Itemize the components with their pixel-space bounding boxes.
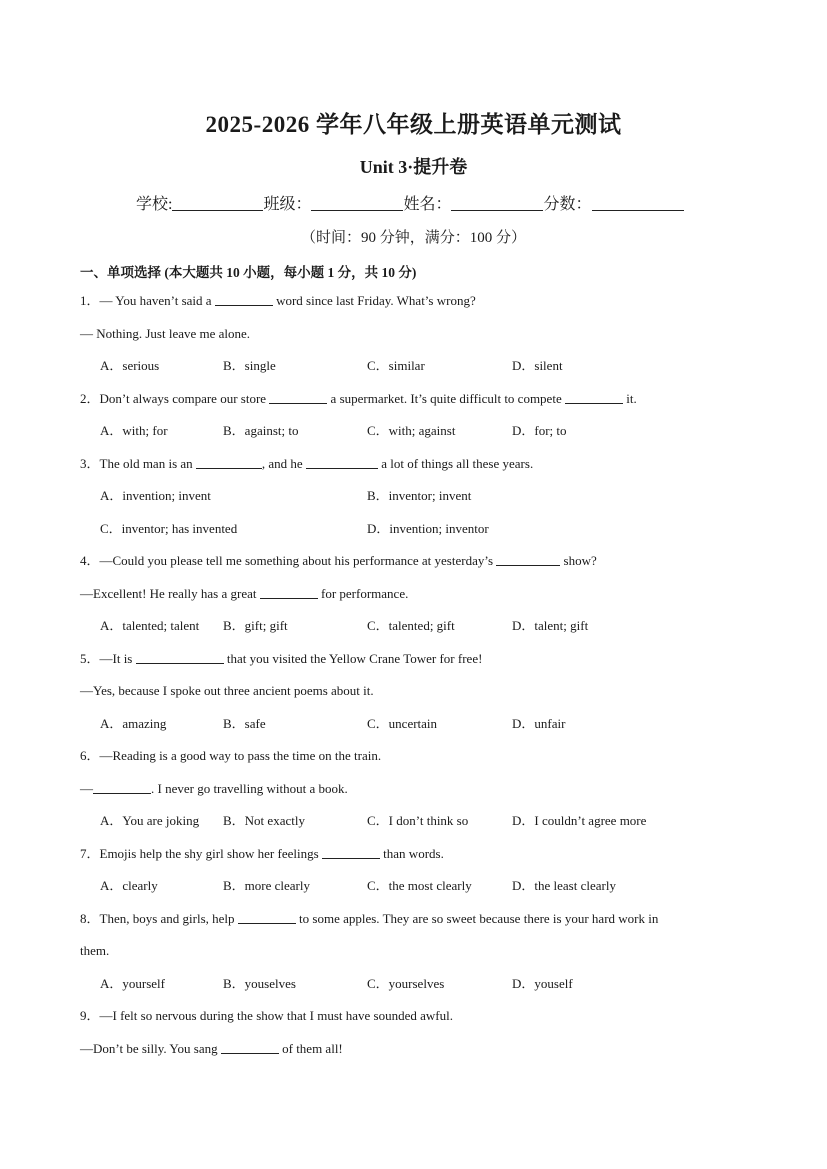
option-c: C．with; against — [367, 423, 456, 438]
option-c: C．the most clearly — [367, 878, 472, 893]
question-5: 5．—It is that you visited the Yellow Crane Tower for free! — [80, 651, 483, 666]
question-2: 2．Don’t always compare our store a supermarket. It’s quite difficult to compete it. — [80, 391, 637, 406]
option-c: C．similar — [367, 358, 425, 373]
class-label: 班级： — [263, 196, 312, 213]
option-a: A．yourself — [100, 976, 165, 991]
option-a: A．invention; invent — [100, 488, 211, 503]
answer-blank — [269, 391, 327, 404]
option-b: B．Not exactly — [223, 813, 305, 828]
name-blank — [451, 194, 543, 211]
option-c: C．I don’t think so — [367, 813, 469, 828]
option-b: B．safe — [223, 716, 266, 731]
option-a: A．You are joking — [100, 813, 200, 828]
option-a: A．clearly — [100, 878, 158, 893]
answer-blank — [496, 553, 560, 566]
option-a: A．with; for — [100, 423, 168, 438]
answer-blank — [136, 651, 224, 664]
question-4-reply: —Excellent! He really has a great for performance. — [80, 586, 409, 601]
option-b: B．against; to — [223, 423, 299, 438]
option-b: B．inventor; invent — [367, 488, 472, 503]
answer-blank — [93, 781, 151, 794]
answer-blank — [221, 1041, 279, 1054]
option-a: A．serious — [100, 358, 160, 373]
school-label: 学校: — [136, 196, 173, 213]
score-label: 分数： — [543, 196, 592, 213]
option-c: C．talented; gift — [367, 618, 455, 633]
question-8-cont: them. — [80, 943, 110, 958]
option-a: A．talented; talent — [100, 618, 200, 633]
exam-title: 2025-2026 学年八年级上册英语单元测试 — [205, 112, 622, 137]
option-d: D．I couldn’t agree more — [512, 813, 647, 828]
score-blank — [592, 194, 684, 211]
exam-subtitle: Unit 3·提升卷 — [359, 157, 468, 177]
option-b: B．gift; gift — [223, 618, 288, 633]
answer-blank — [238, 911, 296, 924]
option-d: D．silent — [512, 358, 563, 373]
student-info-row — [136, 191, 684, 214]
section-heading: 一、单项选择 (本大题共 10 小题，每小题 1 分，共 10 分) — [80, 265, 417, 280]
option-b: B．single — [223, 358, 276, 373]
question-1: 1．— You haven’t said a word since last Friday. What’s wrong? — [80, 293, 476, 308]
name-label: 姓名： — [403, 196, 452, 213]
option-d: D．the least clearly — [512, 878, 616, 893]
option-c: C．uncertain — [367, 716, 438, 731]
answer-blank — [215, 293, 273, 306]
question-1-reply: — Nothing. Just leave me alone. — [80, 326, 251, 341]
time-info: （时间：90 分钟，满分：100 分） — [300, 230, 526, 246]
option-d: D．youself — [512, 976, 573, 991]
option-a: A．amazing — [100, 716, 167, 731]
question-9-reply: —Don’t be silly. You sang of them all! — [80, 1041, 343, 1056]
answer-blank — [196, 456, 262, 469]
answer-blank — [306, 456, 378, 469]
option-d: D．for; to — [512, 423, 567, 438]
answer-blank — [260, 586, 318, 599]
question-6: 6．—Reading is a good way to pass the time on the train. — [80, 748, 382, 763]
question-6-reply: — . I never go travelling without a book. — [80, 781, 348, 796]
option-d: D．talent; gift — [512, 618, 589, 633]
option-b: B．youselves — [223, 976, 296, 991]
answer-blank — [322, 846, 380, 859]
question-7: 7．Emojis help the shy girl show her feelings than words. — [80, 846, 444, 861]
option-c: C．yourselves — [367, 976, 445, 991]
option-c: C．inventor; has invented — [100, 521, 238, 536]
question-3: 3．The old man is an , and he a lot of things all these years. — [80, 456, 534, 471]
question-5-reply: —Yes, because I spoke out three ancient poems about it. — [80, 683, 374, 698]
class-blank — [311, 194, 403, 211]
question-9: 9．—I felt so nervous during the show that I must have sounded awful. — [80, 1008, 453, 1023]
question-8: 8．Then, boys and girls, help to some apples. They are so sweet because there is your hard work in — [80, 911, 659, 926]
school-blank — [172, 194, 263, 211]
option-d: D．invention; inventor — [367, 521, 489, 536]
answer-blank — [565, 391, 623, 404]
question-4: 4．—Could you please tell me something about his performance at yesterday’s show? — [80, 553, 597, 568]
option-d: D．unfair — [512, 716, 566, 731]
option-b: B．more clearly — [223, 878, 310, 893]
